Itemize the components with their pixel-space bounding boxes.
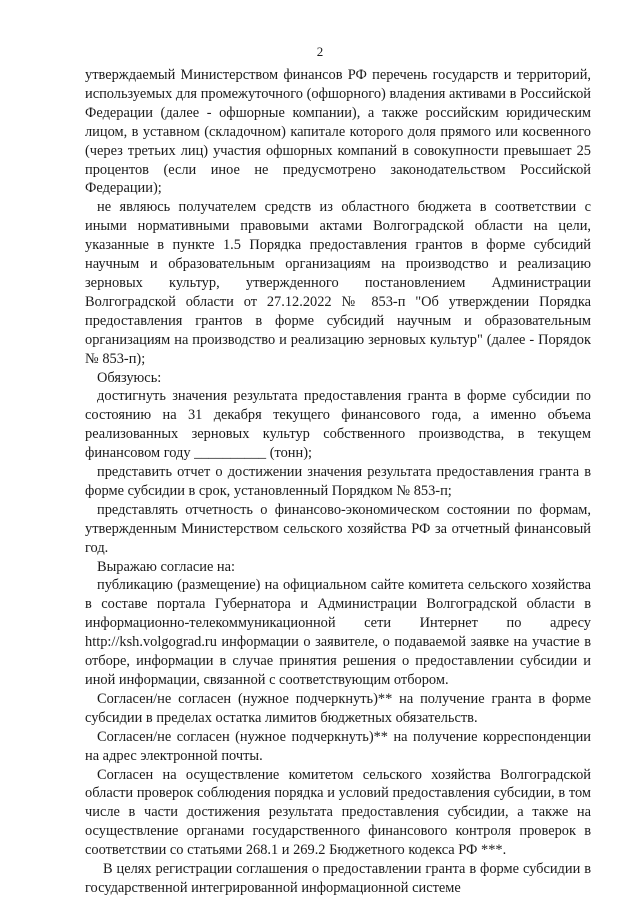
document-body	[85, 66, 591, 898]
paragraph-achieve-result: достигнуть значения результата предоставления гранта в форме субсидии по состоянию на 31 декабря текущего финансового года, а именно объема реализованных зерновых культур собственного производства, в текущем финансовом году __________ (тонн);	[85, 388, 591, 462]
paragraph-registration: В целях регистрации соглашения о предоставлении гранта в форме субсидии в государственной интегрированной информационной системе	[85, 861, 591, 896]
paragraph-consent-heading: Выражаю согласие на:	[97, 558, 236, 575]
paragraph-obligations-heading: Обязуюсь:	[97, 369, 162, 386]
page-number: 2	[316, 44, 324, 59]
paragraph-consent-email: Согласен/не согласен (нужное подчеркнуть)** на получение корреспонденции на адрес электронной почты.	[85, 728, 591, 764]
paragraph-offshore-list: утверждаемый Министерством финансов РФ перечень государств и территорий, используемых для промежуточного (офшорного) владения активами в Российской Федерации (далее - офшорные компании), а также российским юридическим лицом, в уставном (складочном) капитале которого доля прямого или косвенного (через третьих лиц) участия офшорных компаний в совокупности превышает 25 процентов (если иное не предусмотрено законодательством Российской Федерации);	[85, 67, 591, 197]
paragraph-consent-inspections: Согласен на осуществление комитетом сельского хозяйства Волгоградской области проверок соблюдения порядка и условий предоставления субсидии, в том числе в части достижения результата предоставления субсидии, а также на осуществление органами государственного финансового контроля проверок в соответствии со статьями 268.1 и 269.2 Бюджетного кодекса РФ ***.	[85, 766, 591, 859]
paragraph-publication-consent: публикацию (размещение) на официальном сайте комитета сельского хозяйства в составе портала Губернатора и Администрации Волгоградской области в информационно-телекоммуникационной сети Интернет по адресу http://ksh.volgograd.ru информации о заявителе, о подаваемой заявке на участие в отборе, информации в случае принятия решения о предоставлении субсидии и иной информации, связанной с соответствующим отбором.	[85, 577, 591, 688]
paragraph-consent-grant-limits: Согласен/не согласен (нужное подчеркнуть)** на получение гранта в форме субсидии в пределах остатка лимитов бюджетных обязательств.	[85, 690, 591, 726]
paragraph-not-recipient: не являюсь получателем средств из областного бюджета в соответствии с иными нормативными правовыми актами Волгоградской области на цели, указанные в пункте 1.5 Порядка предоставления грантов в форме субсидий научным и образовательным организациям на производство и реализацию зерновых культур, утвержденного постановлением Администрации Волгоградской области от 27.12.2022 № 853-п "Об утверждении Порядка предоставления грантов в форме субсидий научным и образовательным организациям на производство и реализацию зерновых культур" (далее - Порядок № 853-п);	[85, 199, 591, 367]
paragraph-submit-financial-report: представлять отчетность о финансово-экономическом состоянии по формам, утвержденным Министерством сельского хозяйства РФ за отчетный финансовый год.	[85, 501, 591, 556]
paragraph-submit-report: представить отчет о достижении значения результата предоставления гранта в форме субсидии в срок, установленный Порядком № 853-п;	[85, 464, 591, 499]
